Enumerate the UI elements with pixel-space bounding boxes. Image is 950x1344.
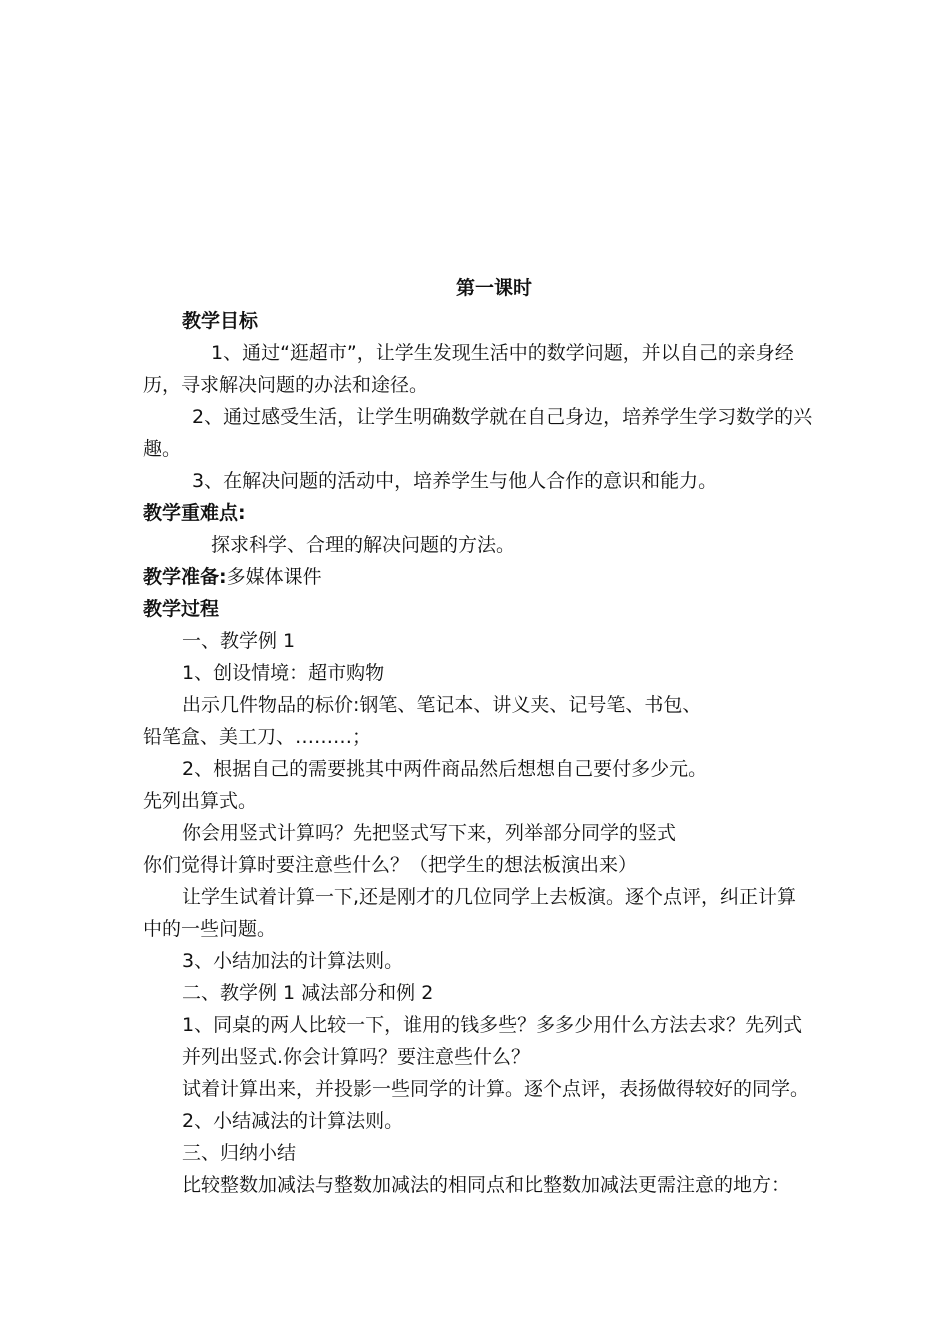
process-line: 比较整数加减法与整数加减法的相同点和比整数加减法更需注意的地方： bbox=[182, 1174, 791, 1196]
process-line: 你们觉得计算时要注意些什么？（把学生的想法板演出来） bbox=[143, 854, 638, 876]
objectives-heading: 教学目标 bbox=[182, 310, 259, 332]
process-line: 出示几件物品的标价:钢笔、笔记本、讲义夹、记号笔、书包、 bbox=[182, 694, 702, 716]
process-line: 二、教学例 1 减法部分和例 2 bbox=[182, 982, 434, 1004]
objective-3: 3、在解决问题的活动中，培养学生与他人合作的意识和能力。 bbox=[192, 470, 718, 492]
process-line: 中的一些问题。 bbox=[143, 918, 277, 940]
objective-1-line-1: 1、通过“逛超市”，让学生发现生活中的数学问题，并以自己的亲身经 bbox=[211, 342, 794, 364]
process-line: 让学生试着计算一下,还是刚才的几位同学上去板演。逐个点评，纠正计算 bbox=[182, 886, 797, 908]
objective-2-line-1: 2、通过感受生活，让学生明确数学就在自己身边，培养学生学习数学的兴 bbox=[192, 406, 813, 428]
process-line: 试着计算出来，并投影一些同学的计算。逐个点评，表扬做得较好的同学。 bbox=[182, 1078, 810, 1100]
key-points-heading: 教学重难点: bbox=[143, 502, 246, 524]
page-title: 第一课时 bbox=[455, 277, 532, 299]
process-line: 并列出竖式.你会计算吗？要注意些什么？ bbox=[182, 1046, 531, 1068]
process-line: 铅笔盒、美工刀、………； bbox=[143, 726, 372, 748]
process-line: 一、教学例 1 bbox=[182, 630, 296, 652]
process-line: 三、归纳小结 bbox=[182, 1142, 297, 1164]
preparation-label: 教学准备: bbox=[143, 566, 227, 588]
process-line: 2、根据自己的需要挑其中两件商品然后想想自己要付多少元。 bbox=[182, 758, 708, 780]
process-line: 3、小结加法的计算法则。 bbox=[182, 950, 404, 972]
preparation-value: 多媒体课件 bbox=[226, 566, 322, 588]
process-line: 2、小结减法的计算法则。 bbox=[182, 1110, 404, 1132]
objective-1-line-2: 历，寻求解决问题的办法和途径。 bbox=[143, 374, 429, 396]
objective-2-line-2: 趣。 bbox=[143, 438, 182, 460]
process-heading: 教学过程 bbox=[143, 598, 220, 620]
process-line: 你会用竖式计算吗？先把竖式写下来，列举部分同学的竖式 bbox=[182, 822, 677, 844]
preparation-line bbox=[143, 568, 322, 587]
key-points-text: 探求科学、合理的解决问题的方法。 bbox=[211, 534, 516, 556]
process-line: 先列出算式。 bbox=[143, 790, 258, 812]
process-line: 1、创设情境：超市购物 bbox=[182, 662, 385, 684]
process-line: 1、同桌的两人比较一下，谁用的钱多些？多多少用什么方法去求？先列式 bbox=[182, 1014, 803, 1036]
